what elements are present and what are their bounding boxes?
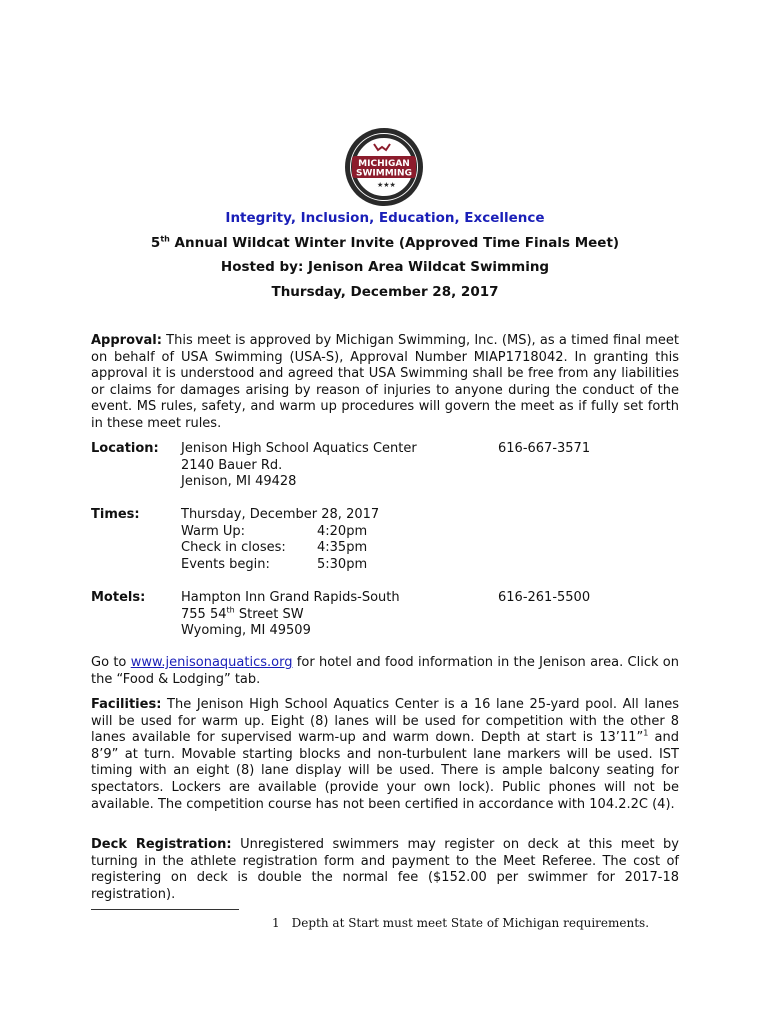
svg-text:★★★: ★★★ [377,181,396,189]
slogan: Integrity, Inclusion, Education, Excellence [225,210,545,226]
logo-text-top: MICHIGAN [358,159,410,169]
times-block: Thursday, December 28, 2017 Warm Up: 4:20pm Check in closes: 4:35pm Events begin: 5:30pm [181,507,380,572]
location-label: Location: [91,441,159,456]
approval-label: Approval: [91,333,162,348]
location-address: Jenison High School Aquatics Center 2140 Bauer Rd. Jenison, MI 49428 [181,441,417,490]
footnote: 1 Depth at Start must meet State of Michigan requirements. [272,916,650,930]
facilities-paragraph: Facilities: The Jenison High School Aquatics Center is a 16 lane 25-yard pool. All lanes will be used for warm up. Eight (8) lanes will be used for competition with the other 8 lanes available for supervised warm-up and warm down. Depth at start is 13’11”$^1$ and 8’9” at turn. Movable starting blocks and non-turbulent lane markers will be used. IST timing with an eight (8) lane display will be used. There is ample balcony seating for spectators. Lockers are available (provide your own lock). Public phones will not be available. The competition course has not been certified in accordance with 104.2.2C (4). [91,697,680,812]
logo-text-bottom: SWIMMING [356,168,412,179]
facilities-label: Facilities: [91,697,162,712]
footnote-divider [91,909,239,910]
times-label: Times: [91,507,140,522]
approval-paragraph: Approval: This meet is approved by Michigan Swimming, Inc. (MS), as a timed final meet on behalf of USA Swimming (USA-S), Approval Number MIAP1718042. In granting this approval it is understood and agreed that USA Swimming shall be free from any liabilities or claims for damages arising by reason of injuries to anyone during the conduct of the event. MS rules, safety, and warm up procedures will govern the meet as if fully set forth in these meet rules. [91,333,679,431]
location-phone: 616-667-3571 [498,441,591,456]
motel-address: Hampton Inn Grand Rapids-South 755 54th Street SW Wyoming, MI 49509 [181,590,400,639]
michigan-swimming-logo [344,127,424,207]
motel-phone: 616-261-5500 [498,590,591,605]
hosted-by: Hosted by: Jenison Area Wildcat Swimming [220,259,550,275]
meet-title: 5th Annual Wildcat Winter Invite (Approved Time Finals Meet) [150,234,620,251]
motels-label: Motels: [91,590,146,605]
deck-registration-label: Deck Registration: [91,837,232,852]
jenison-aquatics-link[interactable]: www.jenisonaquatics.org [130,655,293,670]
meet-date: Thursday, December 28, 2017 [271,284,499,300]
deck-registration-paragraph: Deck Registration: Unregistered swimmers may register on deck at this meet by turning in the athlete registration form and payment to the Meet Referee. The cost of registering on deck is double the normal fee ($152.00 per swimmer for 2017-18 registration). [91,837,680,902]
goto-paragraph: Go to www.jenisonaquatics.org for hotel and food information in the Jenison area. Click on the “Food & Lodging” tab. [91,655,679,687]
